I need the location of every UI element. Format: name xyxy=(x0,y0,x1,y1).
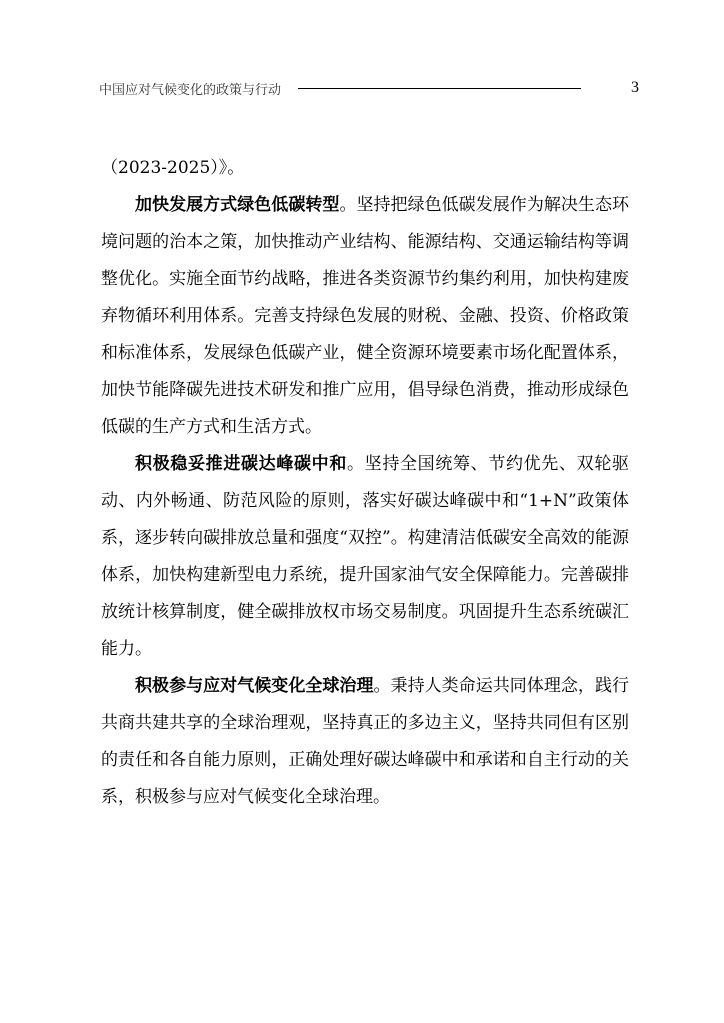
paragraph-text: 。坚持把绿色低碳发展作为解决生态环境问题的治本之策，加快推动产业结构、能源结构、交通运输结构等调整优化。实施全面节约战略，推进各类资源节约集约利用，加快构建废弃物循环利用体系。完善支持绿色发展的财税、金融、投资、价格政策和标准体系，发展绿色低碳产业，健全资源环境要素市场化配置体系，加快节能降碳先进技术研发和推广应用，倡导绿色消费，推动形成绿色低碳的生产方式和生活方式。 xyxy=(101,195,630,437)
header-rule xyxy=(298,88,581,89)
running-header xyxy=(99,77,639,99)
paragraph-text: 。秉持人类命运共同体理念，践行共商共建共享的全球治理观，坚持真正的多边主义，坚持共同但有区别的责任和各自能力原则，正确处理好碳达峰碳中和承诺和自主行动的关系，积极参与应对气候变化全球治理。 xyxy=(101,676,629,807)
paragraph-global-governance xyxy=(101,668,629,816)
header-title: 中国应对气候变化的政策与行动 xyxy=(99,82,282,98)
paragraph-green-transition xyxy=(101,187,629,446)
paragraph-lead: 加快发展方式绿色低碳转型 xyxy=(135,195,340,215)
paragraph-continuation xyxy=(101,150,629,187)
paragraph-text: 。坚持全国统筹、节约优先、双轮驱动、内外畅通、防范风险的原则，落实好碳达峰碳中和“1+N”政策体系，逐步转向碳排放总量和强度“双控”。构建清洁低碳安全高效的能源体系，加快构建新型电力系统，提升国家油气安全保障能力。完善碳排放统计核算制度，健全碳排放权市场交易制度。巩固提升生态系统碳汇能力。 xyxy=(101,454,629,659)
body-text xyxy=(101,150,629,816)
paragraph-lead: 积极稳妥推进碳达峰碳中和 xyxy=(135,454,347,474)
paragraph-carbon-peak xyxy=(101,446,629,668)
paragraph-lead: 积极参与应对气候变化全球治理 xyxy=(135,676,374,696)
page-number: 3 xyxy=(631,79,639,96)
paragraph-text: （2023-2025）》。 xyxy=(101,158,245,178)
